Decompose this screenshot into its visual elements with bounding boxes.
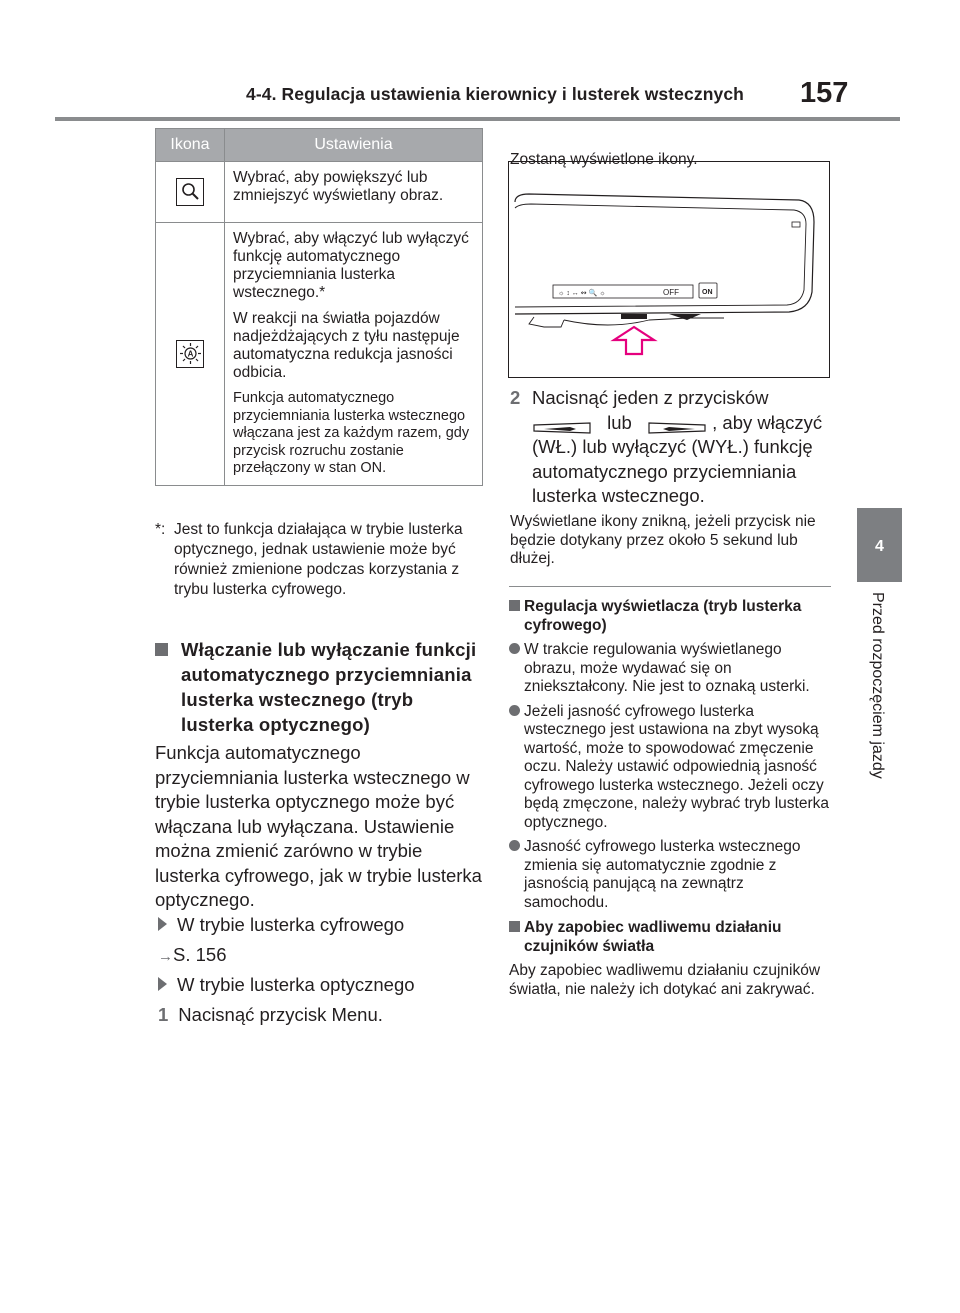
setting-text: Funkcja automatycznego przyciemniania lusterka wstecznego włączana jest za każdym razem, gdy przycisk rozruchu zostanie przełączony w stan ON.	[233, 390, 470, 476]
step-text: Nacisnąć jeden z przycisków	[532, 387, 769, 408]
section-divider	[509, 586, 831, 587]
table-row	[156, 162, 483, 223]
icon-settings-table	[155, 128, 483, 486]
mirror-button-left-icon	[532, 417, 592, 431]
section-heading	[155, 637, 485, 737]
section-square-icon	[155, 643, 168, 656]
mirror-illustration	[508, 161, 830, 378]
icons-shown-text: Zostaną wyświetlone ikony.	[510, 151, 698, 168]
step-2	[510, 386, 835, 509]
step-text: lub	[607, 411, 632, 433]
page-number: 157	[800, 77, 849, 109]
footnote	[155, 520, 480, 600]
mode-digital-line	[158, 913, 404, 937]
mode-digital-text: W trybie lusterka cyfrowego	[177, 914, 405, 935]
sensor-heading-text: Aby zapobiec wadliwemu działaniu czujników światła	[524, 919, 782, 955]
section-square-icon	[509, 921, 520, 932]
arrow-bullet-icon	[158, 977, 167, 991]
display-heading	[509, 597, 831, 635]
list-item	[509, 641, 831, 697]
mode-optical-line	[158, 973, 415, 997]
section-paragraph: Funkcja automatycznego przyciemniania lusterka wstecznego w trybie lusterka optycznego może być włączana lub wyłączana. Ustawienie można zmienić zarówno w trybie lusterka cyfrowego, jak w trybie lusterka optycznego.	[155, 742, 482, 910]
step-text: , aby włączyć (WŁ.) lub wyłączyć (WYŁ.) funkcję automatycznego przyciemniania lusterka wstecznego.	[532, 411, 823, 506]
sensor-text: Aby zapobiec wadliwemu działaniu czujników światła, nie należy ich dotykać ani zakrywać.	[509, 962, 821, 998]
page-reference[interactable]	[158, 943, 227, 969]
rearview-mirror-drawing	[509, 162, 829, 377]
mode-optical-text: W trybie lusterka optycznego	[177, 974, 415, 995]
step-2-note: Wyświetlane ikony znikną, jeżeli przycisk nie będzie dotykany przez około 5 sekund lub dłużej.	[510, 513, 816, 567]
list-item	[509, 703, 831, 833]
footnote-marker: *:	[155, 521, 166, 538]
chapter-number: 4	[875, 538, 884, 555]
table-row	[156, 223, 483, 486]
reference-text[interactable]: S. 156	[173, 944, 227, 965]
magnifier-icon	[176, 178, 204, 206]
step-number: 2	[510, 387, 521, 408]
bullet-text: Jasność cyfrowego lusterka wstecznego zmienia się automatycznie zgodnie z jasnością panującą na zewnątrz samochodu.	[524, 838, 801, 911]
mirror-button-right-icon	[647, 417, 707, 431]
step-text: Nacisnąć przycisk Menu.	[178, 1004, 383, 1025]
display-section	[509, 597, 831, 999]
icon-cell	[156, 162, 225, 223]
mirror-on-label: ON	[702, 289, 713, 296]
highlight-arrow-icon	[614, 327, 654, 354]
footnote-text: Jest to funkcja działająca w trybie lusterka optycznego, jednak ustawienie może być również zmienione podczas korzystania z trybu lusterka cyfrowego.	[174, 521, 463, 598]
step-number: 1	[158, 1004, 169, 1025]
column-header-icon: Ikona	[156, 129, 225, 162]
bullet-dot-icon	[509, 705, 520, 716]
reference-arrow-icon: →	[158, 948, 173, 965]
settings-cell	[225, 162, 483, 223]
mirror-off-label: OFF	[663, 288, 679, 297]
arrow-bullet-icon	[158, 917, 167, 931]
section-heading-text: Włączanie lub wyłączanie funkcji automatycznego przyciemniania lusterka wstecznego (tryb lusterka optycznego)	[181, 639, 477, 735]
sensor-heading	[509, 918, 831, 956]
svg-text:☼ ↕ ↔ ↭ 🔍 ☼: ☼ ↕ ↔ ↭ 🔍 ☼	[558, 290, 606, 297]
header-divider	[55, 117, 900, 121]
column-header-settings: Ustawienia	[225, 129, 483, 162]
setting-text: Wybrać, aby włączyć lub wyłączyć funkcję automatycznego przyciemniania lusterka wstecznego.*	[233, 230, 469, 301]
display-heading-text: Regulacja wyświetlacza (tryb lusterka cyfrowego)	[524, 598, 802, 634]
setting-text: W reakcji na światła pojazdów nadjeżdżających z tyłu następuje automatyczna redukcja jasności odbicia.	[233, 310, 460, 381]
table-header-row	[156, 129, 483, 162]
svg-text:A: A	[187, 349, 193, 359]
auto-dimming-icon	[176, 340, 204, 368]
step-1	[158, 1003, 383, 1027]
list-item	[509, 838, 831, 912]
settings-cell	[225, 223, 483, 486]
bullet-text: W trakcie regulowania wyświetlanego obrazu, może wydawać się on zniekształcony. Nie jest to oznaką usterki.	[524, 641, 810, 695]
bullet-dot-icon	[509, 643, 520, 654]
chapter-title: Przed rozpoczęciem jazdy	[869, 592, 886, 779]
setting-text: Wybrać, aby powiększyć lub zmniejszyć wyświetlany obraz.	[233, 169, 444, 204]
section-square-icon	[509, 600, 520, 611]
icon-cell	[156, 223, 225, 486]
section-title: 4-4. Regulacja ustawienia kierownicy i lusterek wstecznych	[246, 84, 744, 104]
bullet-text: Jeżeli jasność cyfrowego lusterka wstecznego jest ustawiona na zbyt wysoką wartość, może to spowodować zmęczenie oczu. Należy ustawić odpowiednią jasność cyfrowego lusterka wstecznego. Jeżeli oczy będą zmęczone, należy wybrać tryb lusterka optycznego.	[524, 702, 829, 831]
bullet-dot-icon	[509, 840, 520, 851]
